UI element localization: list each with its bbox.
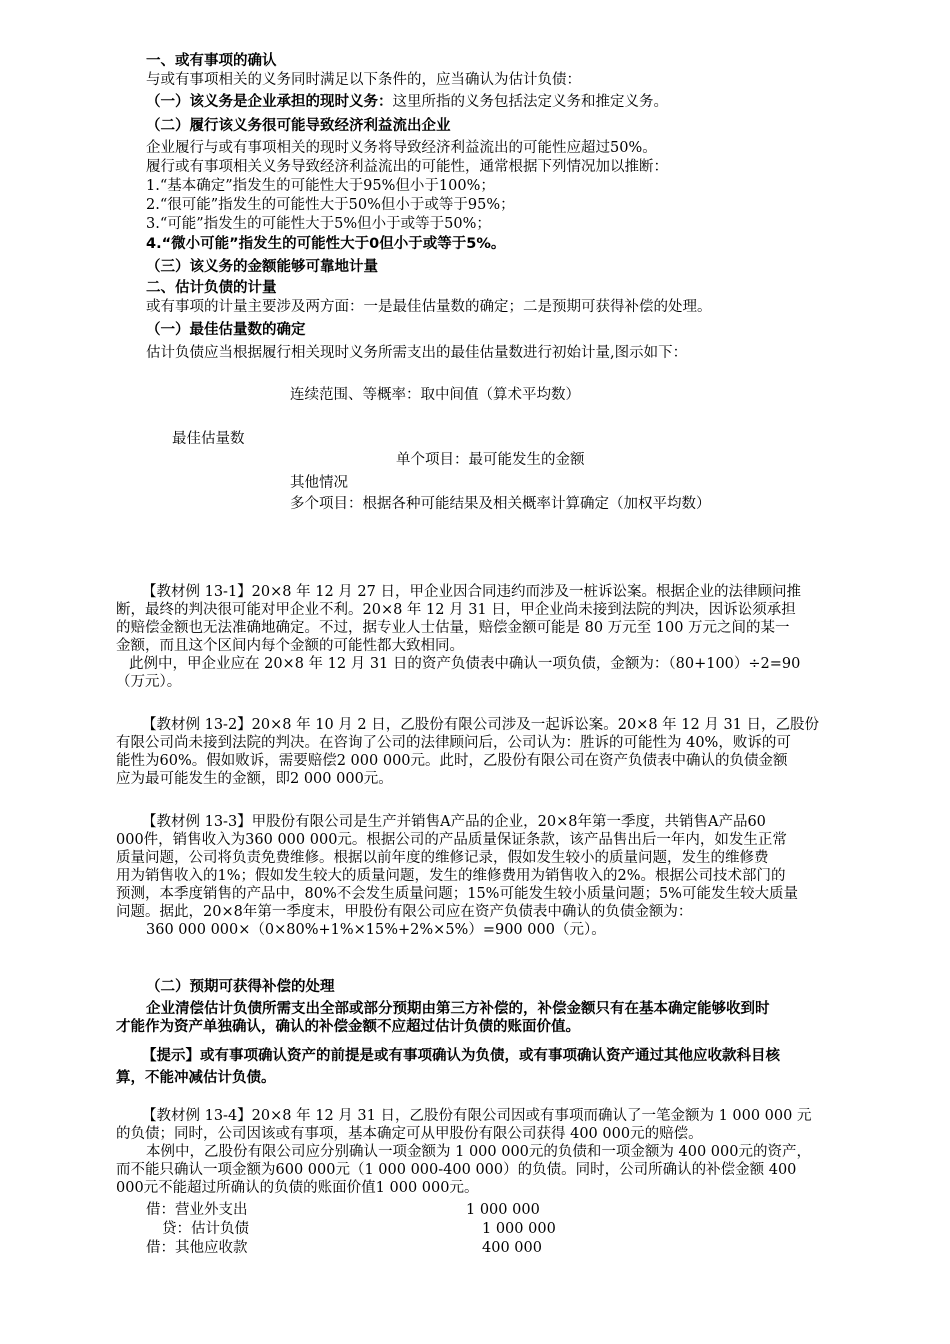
- diagram-root-best-estimate: 最佳估量数: [172, 431, 245, 447]
- example-line: 【教材例 13-1】20×8 年 12 月 27 日，甲企业因合同违约而涉及一桩诉讼案。根据企业的法律顾问推: [142, 584, 801, 600]
- diagram-continuous-range: 连续范围、等概率：取中间值（算术平均数）: [290, 387, 580, 403]
- example-line: 【教材例 13-2】20×8 年 10 月 2 日，乙股份有限公司涉及一起诉讼案。20×8 年 12 月 31 日，乙股份: [142, 717, 820, 733]
- example-line: 【教材例 13-3】甲股份有限公司是生产并销售A产品的企业，20×8年第一季度，共销售A产品60: [142, 814, 766, 830]
- probability-item: 1.“基本确定”指发生的可能性大于95%但小于100%；: [146, 178, 495, 194]
- condition-1: [146, 93, 668, 111]
- journal-credit-amount: 1 000 000: [482, 1221, 556, 1237]
- example-line: 的负债；同时，公司因该或有事项，基本确定可从甲股份有限公司获得 400 000元的赔偿。: [116, 1126, 703, 1142]
- journal-debit-account: 借：营业外支出: [146, 1202, 248, 1218]
- condition-1-title: （一）该义务是企业承担的现时义务：: [146, 94, 393, 110]
- rule-line: 企业清偿估计负债所需支出全部或部分预期由第三方补偿的，补偿金额只有在基本确定能够收到时: [146, 1001, 770, 1017]
- example-line: 金额，而且这个区间内每个金额的可能性都大致相同。: [116, 638, 464, 654]
- tip-line: 【提示】或有事项确认资产的前提是或有事项确认为负债，或有事项确认资产通过其他应收款科目核: [142, 1048, 780, 1064]
- example-line: 应为最可能发生的金额，即2 000 000元。: [116, 771, 393, 787]
- example-line: （万元）。: [116, 674, 182, 690]
- example-line: 此例中，甲企业应在 20×8 年 12 月 31 日的资产负债表中确认一项负债，金额为：（80+100）÷2=90: [129, 656, 801, 672]
- section-heading-measurement: 二、估计负债的计量: [146, 280, 277, 296]
- diagram-multiple-items: 多个项目：根据各种可能结果及相关概率计算确定（加权平均数）: [290, 496, 711, 512]
- example-line: 质量问题，公司将负责免费维修。根据以前年度的维修记录，假如发生较小的质量问题，发生的维修费: [116, 850, 769, 866]
- example-line: 用为销售收入的1%；假如发生较大的质量问题，发生的维修费用为销售收入的2%。根据公司技术部门的: [116, 868, 786, 884]
- reimbursement-rule: [116, 1000, 770, 1036]
- example-line: 有限公司尚未接到法院的判决。在咨询了公司的法律顾问后，公司认为：胜诉的可能性为 40%，败诉的可: [116, 735, 791, 751]
- journal-debit-amount: 400 000: [482, 1240, 542, 1256]
- condition-2-title: （二）履行该义务很可能导致经济利益流出企业: [146, 118, 451, 134]
- example-line: 000件，销售收入为360 000 000元。根据公司的产品质量保证条款，该产品售出后一年内，如发生正常: [116, 832, 787, 848]
- condition-1-text: 这里所指的义务包括法定义务和推定义务。: [392, 94, 668, 110]
- example-line: 能性为60%。假如败诉，需要赔偿2 000 000元。此时，乙股份有限公司在资产负债表中确认的负债金额: [116, 753, 788, 769]
- example-line: 【教材例 13-4】20×8 年 12 月 31 日，乙股份有限公司因或有事项而确认了一笔金额为 1 000 000 元: [142, 1108, 812, 1124]
- example-13-1: [116, 583, 801, 691]
- rule-line: 才能作为资产单独确认，确认的补偿金额不应超过估计负债的账面价值。: [116, 1019, 580, 1035]
- condition-3-title: （三）该义务的金额能够可靠地计量: [146, 259, 378, 275]
- subsection-reimbursement: （二）预期可获得补偿的处理: [146, 979, 335, 995]
- example-13-3: [116, 813, 798, 939]
- example-line: 问题。据此，20×8年第一季度末，甲股份有限公司应在资产负债表中确认的负债金额为：: [116, 904, 693, 920]
- best-estimate-text: 估计负债应当根据履行相关现时义务所需支出的最佳估量数进行初始计量,图示如下：: [146, 345, 688, 361]
- example-line: 的赔偿金额也无法准确地确定。不过，据专业人士估量，赔偿金额可能是 80 万元至 100 万元之间的某一: [116, 620, 790, 636]
- probability-item: 4.“微小可能”指发生的可能性大于0但小于或等于5%。: [146, 236, 506, 252]
- example-calculation: 360 000 000×（0×80%+1%×15%+2%×5%）=900 000（元）。: [146, 922, 606, 938]
- condition-2-text-1: 企业履行与或有事项相关的现时义务将导致经济利益流出的可能性应超过50%。: [146, 140, 657, 156]
- journal-credit-account: 贷：估计负债: [162, 1221, 249, 1237]
- measurement-intro: 或有事项的计量主要涉及两方面：一是最佳估量数的确定；二是预期可获得补偿的处理。: [146, 299, 712, 315]
- condition-2-text-2: 履行或有事项相关义务导致经济利益流出的可能性，通常根据下列情况加以推断：: [146, 159, 668, 175]
- example-line: 而不能只确认一项金额为600 000元（1 000 000-400 000）的负债。同时，公司所确认的补偿金额 400: [116, 1162, 797, 1178]
- section-heading-recognition: 一、或有事项的确认: [146, 53, 277, 69]
- example-line: 000元不能超过所确认的负债的账面价值1 000 000元。: [116, 1180, 479, 1196]
- example-line: 断，最终的判决很可能对甲企业不利。20×8 年 12 月 31 日，甲企业尚未接到法院的判决，因诉讼须承担: [116, 602, 796, 618]
- example-line: 本例中，乙股份有限公司应分别确认一项金额为 1 000 000元的负债和一项金额为 400 000元的资产，: [146, 1144, 811, 1160]
- example-13-4: [116, 1107, 811, 1197]
- subsection-best-estimate: （一）最佳估量数的确定: [146, 322, 306, 338]
- probability-item: 2.“很可能”指发生的可能性大于50%但小于或等于95%；: [146, 197, 515, 213]
- example-13-2: [116, 716, 819, 788]
- tip-line: 算，不能冲减估计负债。: [116, 1070, 276, 1086]
- example-line: 预测，本季度销售的产品中，80%不会发生质量问题；15%可能发生较小质量问题；5%可能发生较大质量: [116, 886, 798, 902]
- journal-debit-amount: 1 000 000: [466, 1202, 540, 1218]
- diagram-single-item: 单个项目：最可能发生的金额: [396, 452, 585, 468]
- probability-item: 3.“可能”指发生的可能性大于5%但小于或等于50%；: [146, 216, 491, 232]
- journal-debit-account: 借：其他应收款: [146, 1240, 248, 1256]
- tip-note: [116, 1045, 780, 1089]
- diagram-other-cases: 其他情况: [290, 475, 348, 491]
- recognition-intro: 与或有事项相关的义务同时满足以下条件的，应当确认为估计负债：: [146, 72, 581, 88]
